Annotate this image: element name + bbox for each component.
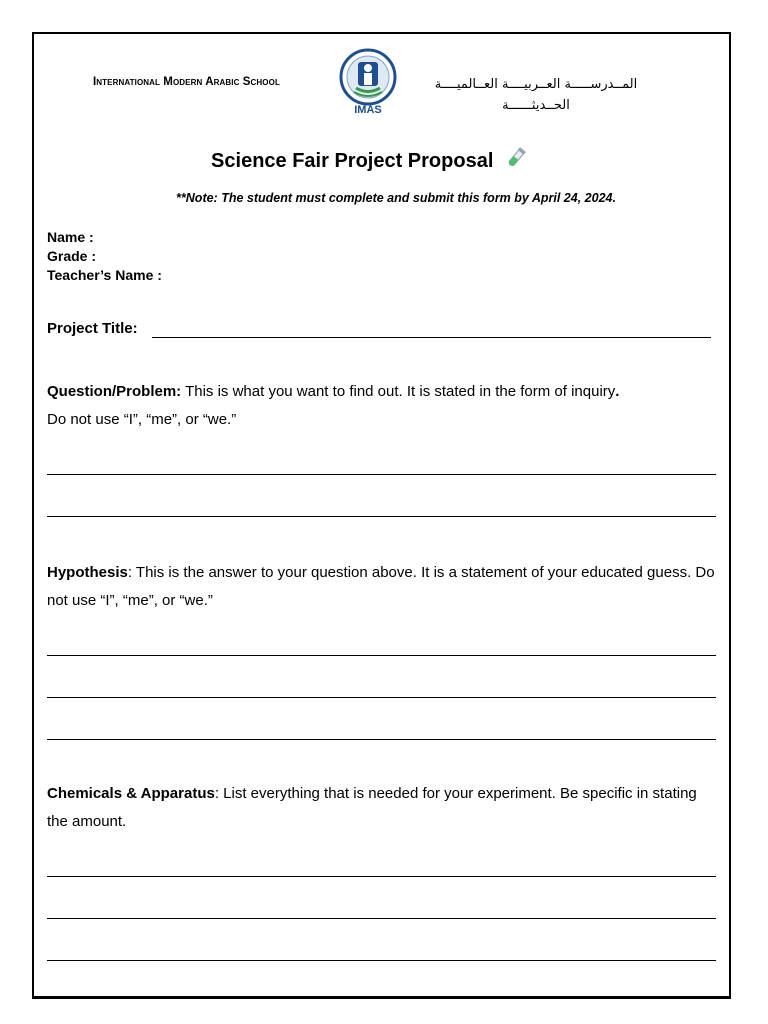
grade-label: Grade : [47, 248, 97, 264]
hypothesis-answer-line[interactable] [47, 655, 716, 656]
document-title [0, 146, 740, 173]
school-logo [336, 48, 400, 116]
submission-note: **Note: The student must complete and submit this form by April 24, 2024. [176, 191, 616, 205]
document-title-text: Science Fair Project Proposal [211, 150, 494, 172]
school-name-arabic-line1: المــدرســـــة العــربيــــة العــالميــــة [434, 77, 638, 92]
project-title-line[interactable] [152, 337, 711, 338]
test-tube-icon [503, 146, 529, 170]
teacher-name-label: Teacher’s Name : [47, 267, 162, 283]
chemicals-answer-line[interactable] [47, 960, 716, 961]
school-name-arabic-line2: الحــديثــــــة [502, 98, 570, 113]
question-section [47, 378, 719, 434]
chemicals-answer-line[interactable] [47, 918, 716, 919]
hypothesis-answer-line[interactable] [47, 739, 716, 740]
question-period: . [615, 383, 620, 400]
hypothesis-instructions: : This is the answer to your question above. It is a statement of your educated guess. Do not use “I”, “me”, or “we.” [47, 564, 715, 609]
question-label: Question/Problem: [47, 383, 182, 400]
question-instructions: This is what you want to find out. It is stated in the form of inquiry [181, 383, 616, 400]
hypothesis-section [47, 559, 719, 615]
school-name-arabic [418, 74, 654, 116]
question-answer-line[interactable] [47, 516, 716, 517]
chemicals-label: Chemicals & Apparatus [47, 785, 215, 802]
logo-text: IMAS [354, 104, 382, 116]
hypothesis-label: Hypothesis [47, 564, 128, 581]
question-instructions-2: Do not use “I”, “me”, or “we.” [47, 411, 237, 428]
chemicals-section [47, 780, 719, 836]
question-answer-line[interactable] [47, 474, 716, 475]
student-info [47, 228, 162, 285]
school-name-english: International Modern Arabic School [93, 76, 280, 88]
chemicals-instructions: : List everything that is needed for your experiment. Be specific in stating the amount. [47, 785, 697, 830]
chemicals-answer-line[interactable] [47, 876, 716, 877]
project-title-label: Project Title: [47, 320, 138, 337]
name-label: Name : [47, 229, 94, 245]
hypothesis-answer-line[interactable] [47, 697, 716, 698]
